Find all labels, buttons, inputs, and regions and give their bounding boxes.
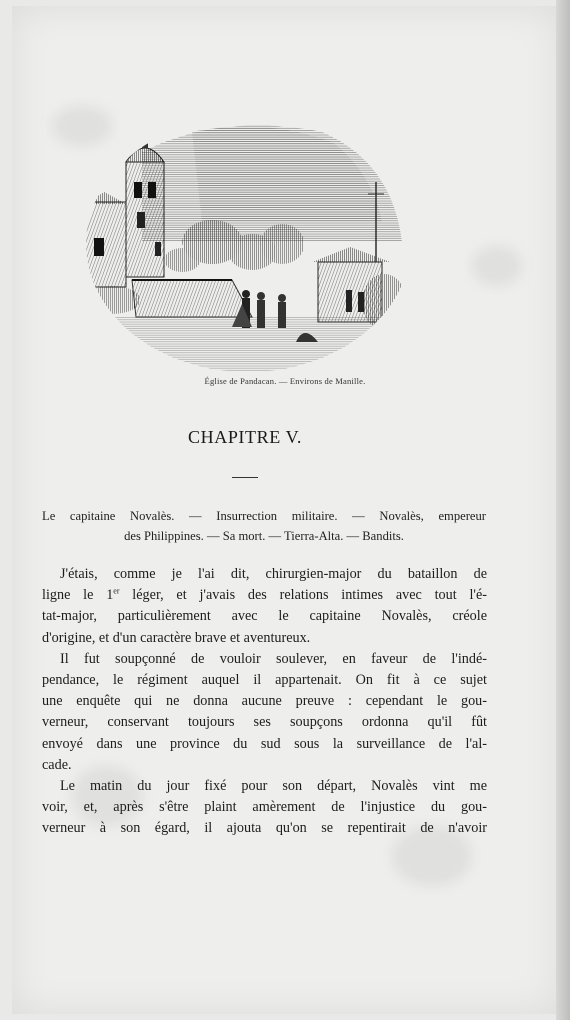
- illustration-caption: Église de Pandacan. — Environs de Manille.: [204, 376, 366, 386]
- summary-line-2: des Philippines. — Sa mort. — Tierra-Alta. — Bandits.: [124, 529, 404, 543]
- body-text: [42, 564, 487, 840]
- body-line: verneur à son égard, il ajouta qu'on se repentirait de n'avoir: [42, 820, 487, 837]
- chapter-divider: [232, 477, 258, 478]
- body-line: verneur, conservant toujours ses soupçons ordonna qu'il fût: [42, 714, 487, 731]
- ordinal-superscript: er: [113, 586, 120, 596]
- page-edge: [556, 0, 570, 1020]
- body-line: pendance, le régiment auquel il appartenait. On fit à ce sujet: [42, 672, 487, 689]
- body-line: tat-major, particulièrement avec le capitaine Novalès, créole: [42, 608, 487, 625]
- body-line: cade.: [42, 756, 72, 773]
- body-line: Le matin du jour fixé pour son départ, Novalès vint me: [60, 778, 487, 795]
- chapter-title: CHAPITRE V.: [188, 427, 302, 447]
- body-fragment: léger, et j'avais des relations intimes avec tout l'é-: [119, 587, 487, 604]
- summary-line-1: Le capitaine Novalès. — Insurrection militaire. — Novalès, empereur: [42, 509, 486, 523]
- body-line: d'origine, et d'un caractère brave et aventureux.: [42, 629, 311, 646]
- church-engraving-illustration: [82, 112, 414, 374]
- body-line: Il fut soupçonné de vouloir soulever, en faveur de l'indé-: [60, 650, 487, 667]
- body-fragment: ligne le 1: [42, 587, 114, 604]
- body-line: envoyé dans une province du sud sous la surveillance de l'al-: [42, 735, 487, 752]
- chapter-summary: [42, 506, 486, 546]
- body-line: [42, 585, 487, 606]
- body-line: voir, et, après s'être plaint amèrement de l'injustice du gou-: [42, 799, 487, 816]
- body-line: J'étais, comme je l'ai dit, chirurgien-major du bataillon de: [60, 566, 487, 582]
- body-line: une enquête qui ne donna aucune preuve : cependant le gou-: [42, 693, 487, 710]
